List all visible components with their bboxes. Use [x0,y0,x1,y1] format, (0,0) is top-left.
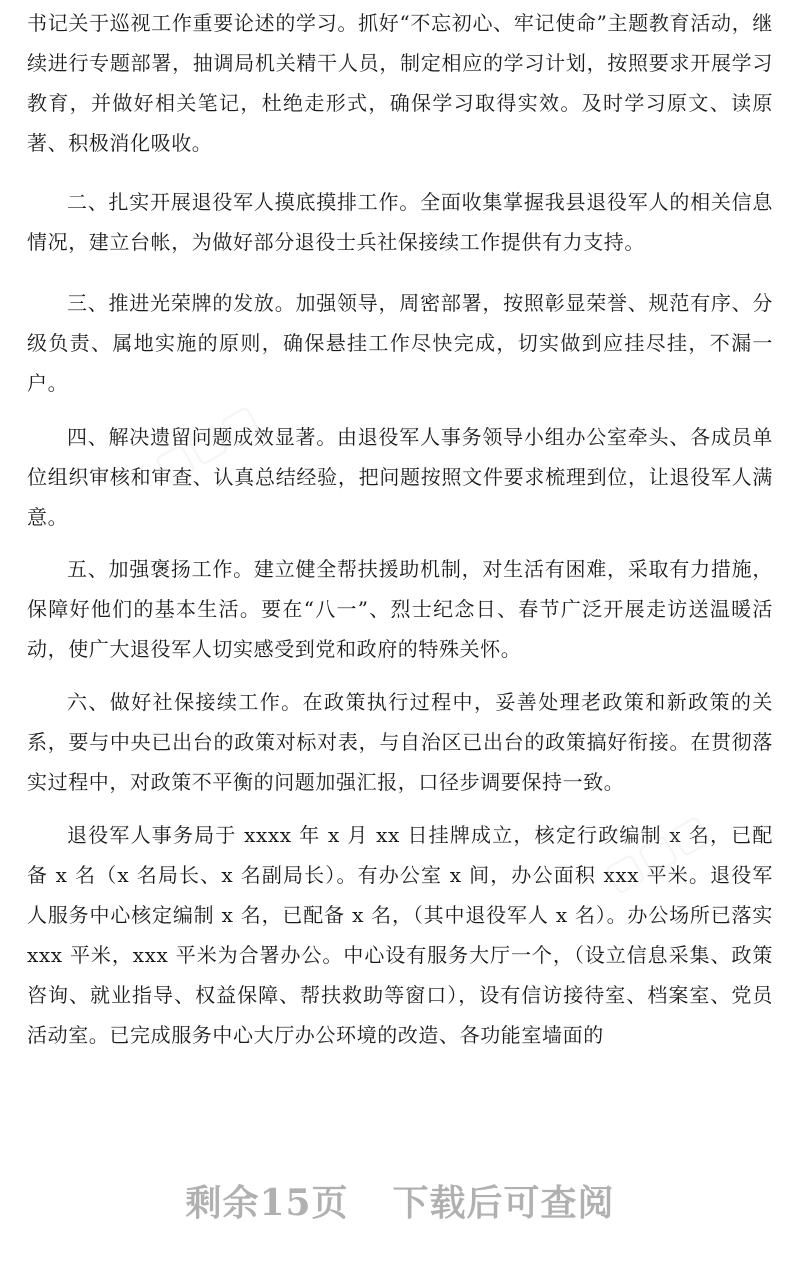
paragraph-item-2: 二、扎实开展退役军人摸底摸排工作。全面收集掌握我县退役军人的相关信息情况，建立台帐，为做好部分退役士兵社保接续工作提供有力支持。 [27,190,773,254]
paragraph-continuation: 书记关于巡视工作重要论述的学习。抓好“不忘初心、牢记使命”主题教育活动，继续进行专题部署，抽调局机关精干人员，制定相应的学习计划，按照要求开展学习教育，并做好相关笔记，杜绝走形式，确保学习取得实效。及时学习原文、读原著、积极消化吸收。 [27,11,773,155]
remaining-pages-label: 剩余15页 [185,1182,349,1224]
watermark-mark: ▢▢▢ [596,804,718,902]
download-to-view-link[interactable]: 下载后可查阅 [392,1182,615,1224]
watermark-mark: ▢▢▢ [146,394,268,492]
paragraph-item-6: 六、做好社保接续工作。在政策执行过程中，妥善处理老政策和新政策的关系，要与中央已出台的政策对标对表，与自治区已出台的政策搞好衔接。在贯彻落实过程中，对政策不平衡的问题加强汇报，口径步调要保持一致。 [27,690,773,794]
paragraph-item-3: 三、推进光荣牌的发放。加强领导，周密部署，按照彰显荣誉、规范有序、分级负责、属地实施的原则，确保悬挂工作尽快完成，切实做到应挂尽挂，不漏一户。 [27,291,773,395]
paragraph-summary: 退役军人事务局于 xxxx 年 x 月 xx 日挂牌成立，核定行政编制 x 名，已配备 x 名（x 名局长、x 名副局长）。有办公室 x 间，办公面积 xxx 平米。退役军人服务中心核定编制 x 名，已配备 x 名，（其中退役军人 x 名）。办公场所已落实 xxx 平米，xxx 平米为合署办公。中心设有服务大厅一个，（设立信息采集、政策咨询、就业指导、权益保障、帮扶救助等窗口），设有信访接待室、档案室、党员活动室。已完成服务中心大厅办公环境的改造、各功能室墙面的 [27,823,773,1047]
paragraph-item-4: 四、解决遗留问题成效显著。由退役军人事务领导小组办公室牵头、各成员单位组织审核和审查、认真总结经验，把问题按照文件要求梳理到位，让退役军人满意。 [27,425,773,529]
paragraph-item-5: 五、加强褒扬工作。建立健全帮扶援助机制，对生活有困难，采取有力措施，保障好他们的基本生活。要在“八一”、烈士纪念日、春节广泛开展走访送温暖活动，使广大退役军人切实感受到党和政府的特殊关怀。 [27,557,773,661]
page-footer [0,1175,800,1226]
